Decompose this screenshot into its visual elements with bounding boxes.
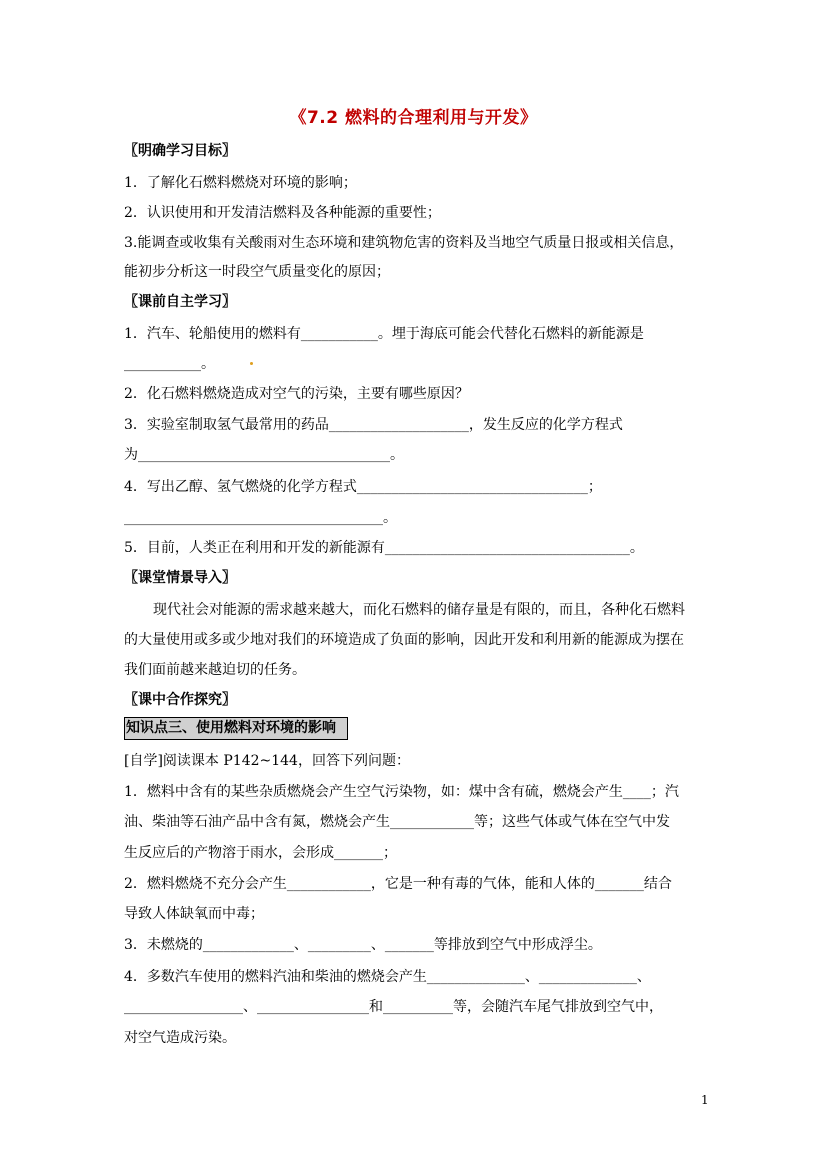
question-1-cont-2: 生反应后的产物溶于雨水，会形成_______； — [124, 845, 397, 861]
self-study-line: [自学]阅读课本 P142~144，回答下列问题： — [124, 753, 410, 769]
question-1: 1．燃料中含有的某些杂质燃烧会产生空气污染物，如：煤中含有硫，燃烧会产生____；汽 — [124, 784, 679, 800]
question-4-cont: _________________、________________和__________等，会随汽车尾气排放到空气中， — [124, 999, 663, 1015]
preview-3: 3．实验室制取氢气最常用的药品____________________，发生反应的化学方程式 — [124, 417, 623, 433]
question-1-cont: 油、柴油等石油产品中含有氮，燃烧会产生____________等；这些气体或气体在空气中发 — [124, 814, 670, 830]
goal-1: 1．了解化石燃料燃烧对环境的影响； — [124, 175, 357, 191]
preview-4: 4．写出乙醇、氢气燃烧的化学方程式_________________________________； — [124, 479, 602, 495]
section-heading-coop: 〖课中合作探究〗 — [124, 692, 236, 708]
knowledge-point-heading: 知识点三、使用燃料对环境的影响 — [124, 717, 348, 740]
page-number: 1 — [701, 1093, 709, 1107]
preview-3-cont: 为____________________________________。 — [124, 447, 404, 463]
section-heading-preview: 〖课前自主学习〗 — [124, 294, 236, 310]
goal-3-cont: 能初步分析这一时段空气质量变化的原因； — [124, 264, 390, 280]
intro-paragraph-line-3: 我们面前越来越迫切的任务。 — [124, 662, 306, 678]
section-heading-goals: 〖明确学习目标〗 — [124, 143, 236, 159]
preview-2: 2．化石燃料燃烧造成对空气的污染，主要有哪些原因？ — [124, 386, 469, 402]
intro-paragraph-line-2: 的大量使用或多或少地对我们的环境造成了负面的影响，因此开发和利用新的能源成为摆在 — [124, 632, 684, 648]
section-heading-intro: 〖课堂情景导入〗 — [124, 570, 236, 586]
intro-paragraph-line-1: 现代社会对能源的需求越来越大，而化石燃料的储存量是有限的，而且，各种化石燃料 — [153, 602, 685, 618]
preview-1-cont: ___________。 — [124, 356, 215, 372]
question-2-cont: 导致人体缺氧而中毒； — [124, 906, 264, 922]
question-4-cont-2: 对空气造成污染。 — [124, 1030, 236, 1046]
page-title: 《7.2 燃料的合理利用与开发》 — [289, 108, 538, 128]
preview-1: 1．汽车、轮船使用的燃料有___________。埋于海底可能会代替化石燃料的新能源是 — [124, 326, 644, 342]
preview-5: 5．目前，人类正在利用和开发的新能源有___________________________________。 — [124, 540, 644, 556]
stray-mark — [250, 362, 253, 365]
goal-3: 3.能调查或收集有关酸雨对生态环境和建筑物危害的资料及当地空气质量日报或相关信息， — [124, 235, 684, 251]
goal-2: 2．认识使用和开发清洁燃料及各种能源的重要性； — [124, 205, 441, 221]
question-2: 2．燃料燃烧不充分会产生____________，它是一种有毒的气体，能和人体的_______结合 — [124, 876, 672, 892]
preview-4-cont: _____________________________________。 — [124, 510, 397, 526]
question-3: 3．未燃烧的_____________、_________、_______等排放到空气中形成浮尘。 — [124, 937, 602, 953]
question-4: 4．多数汽车使用的燃料汽油和柴油的燃烧会产生______________、______________、 — [124, 969, 651, 985]
